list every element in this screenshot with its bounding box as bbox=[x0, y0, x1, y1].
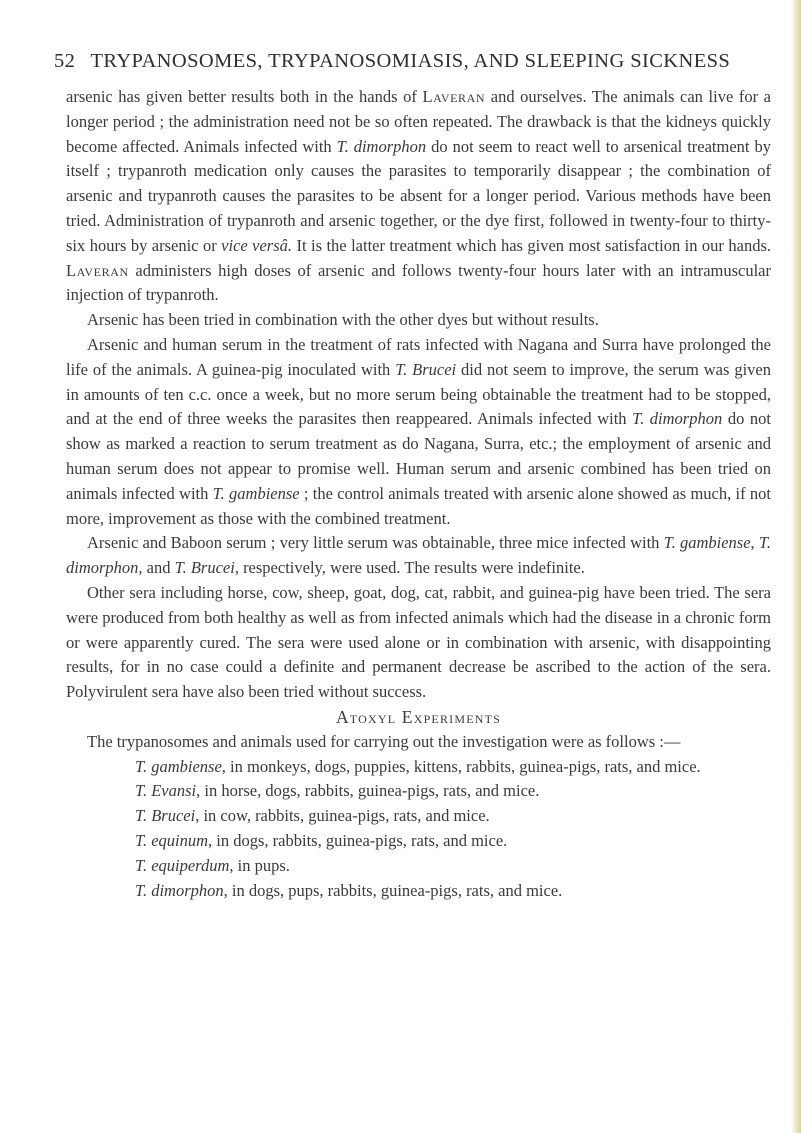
paragraph-3 bbox=[66, 333, 771, 531]
host-list: , in monkeys, dogs, puppies, kittens, rabbits, guinea-pigs, rats, and mice. bbox=[221, 756, 701, 776]
text-run: arsenic has given better results both in the hands of bbox=[66, 87, 423, 106]
species-name: T. gambiense bbox=[212, 483, 300, 503]
text-run: do not seem to react well to arsenical treatment by itself ; trypanroth medication only causes the parasites to temporarily disappear ; the combination of arsenic and trypanroth causes the parasites to be absent for a longer period. Various methods have been tried. Administration of trypanroth and arsenic together, or the dye first, followed in twenty-four to thirty-six hours by arsenic or bbox=[66, 136, 771, 255]
list-item bbox=[66, 829, 771, 854]
host-list: , in horse, dogs, rabbits, guinea-pigs, rats, and mice. bbox=[196, 781, 540, 801]
host-list: , in pups. bbox=[229, 855, 290, 875]
paragraph-6: The trypanosomes and animals used for carrying out the investigation were as follows :— bbox=[87, 731, 681, 751]
author-name: Laveran bbox=[422, 87, 486, 106]
text-run: and ourselves. The animals can live for a longer period ; the administration need not be so often repeated. The drawback is that the kidneys quickly become affected. Animals infected with bbox=[66, 87, 771, 156]
text-run: did not seem to improve, the serum was given in amounts of ten c.c. once a week, but no more serum being obtainable the treatment had to be stopped, and at the end of three weeks the parasites then reappeared. Animals infected with bbox=[66, 359, 771, 429]
text-run: administers high doses of arsenic and follows twenty-four hours later with an intramuscular injection of trypanroth. bbox=[66, 260, 771, 305]
running-title: TRYPANOSOMES, TRYPANOSOMIASIS, AND SLEEPING SICKNESS bbox=[90, 50, 731, 72]
text-run: , and bbox=[138, 558, 175, 578]
running-header bbox=[54, 50, 771, 73]
text-run: It is the latter treatment which has given most satisfaction in our hands. bbox=[292, 235, 771, 255]
species-name: T. dimorphon bbox=[632, 409, 723, 429]
species-name: T. Evansi bbox=[135, 781, 197, 801]
page-edge bbox=[791, 0, 801, 1133]
list-item bbox=[66, 779, 771, 804]
species-name: T. dimorphon bbox=[66, 533, 771, 578]
paragraph-5: Other sera including horse, cow, sheep, goat, dog, cat, rabbit, and guinea-pig have been tried. The sera were produced from both healthy as well as from infected animals which had the disease in a chronic form or were apparently cured. The sera were used alone or in combination with arsenic, with disappointing results, for in no case could a definite and permanent decrease be ascribed to the action of the sera. Polyvirulent sera have also been tried without success. bbox=[66, 582, 771, 702]
species-name: T. Brucei bbox=[174, 558, 235, 578]
page-body bbox=[66, 85, 771, 903]
author-name: Laveran bbox=[66, 260, 129, 280]
species-list bbox=[66, 755, 771, 904]
list-item bbox=[66, 804, 771, 829]
list-item bbox=[66, 755, 771, 780]
host-list: , in dogs, rabbits, guinea-pigs, rats, and mice. bbox=[208, 830, 508, 850]
page-number: 52 bbox=[54, 50, 76, 72]
text-run: Arsenic and human serum in the treatment of rats infected with Nagana and Surra have prolonged the life of the animals. A guinea-pig inoculated with bbox=[66, 334, 771, 379]
species-name: T. equinum bbox=[135, 830, 209, 850]
italic-phrase: vice versâ. bbox=[221, 235, 293, 255]
text-run: , bbox=[750, 533, 759, 553]
text-run: do not show as marked a reaction to serum treatment as do Nagana, Surra, etc.; the employment of arsenic and human serum does not appear to promise well. Human serum and arsenic combined has been tried on animals infected with bbox=[66, 409, 771, 503]
host-list: , in dogs, pups, rabbits, guinea-pigs, rats, and mice. bbox=[223, 880, 563, 900]
book-page bbox=[54, 50, 771, 903]
species-name: T. equiperdum bbox=[135, 855, 230, 875]
text-run: Arsenic and Baboon serum ; very little serum was obtainable, three mice infected with bbox=[87, 533, 664, 553]
species-name: T. Brucei bbox=[135, 806, 196, 826]
species-name: T. Brucei bbox=[395, 359, 457, 379]
text-run: , respectively, were used. The results were indefinite. bbox=[234, 558, 585, 578]
paragraph-1 bbox=[66, 85, 771, 308]
text-run: ; the control animals treated with arsenic alone showed as much, if not more, improvement as those with the combined treatment. bbox=[66, 483, 771, 528]
list-item bbox=[66, 879, 771, 904]
species-name: T. dimorphon bbox=[336, 136, 427, 156]
section-heading: Atoxyl Experiments bbox=[335, 706, 502, 727]
species-name: T. gambiense bbox=[135, 756, 222, 776]
host-list: , in cow, rabbits, guinea-pigs, rats, and mice. bbox=[195, 806, 490, 826]
paragraph-4 bbox=[66, 531, 771, 581]
species-name: T. dimorphon bbox=[135, 880, 224, 900]
list-item bbox=[66, 854, 771, 879]
species-name: T. gambiense bbox=[663, 533, 751, 553]
paragraph-2: Arsenic has been tried in combination with the other dyes but without results. bbox=[87, 310, 599, 330]
